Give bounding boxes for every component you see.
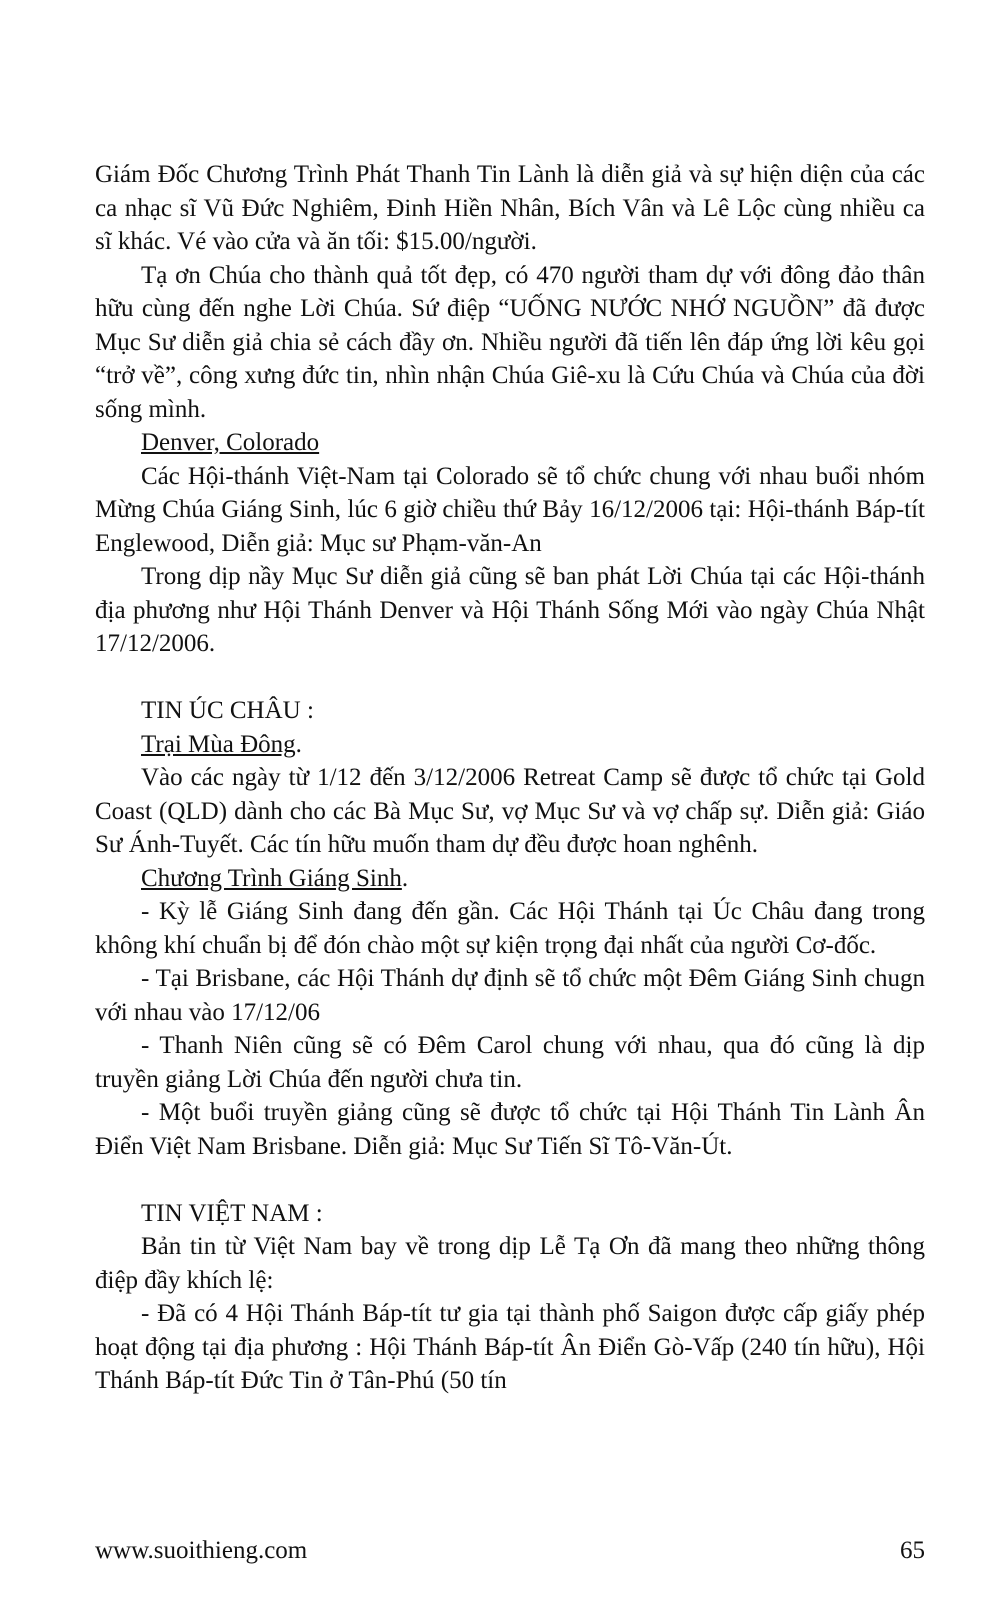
christmas-item-2: - Tại Brisbane, các Hội Thánh dự định sẽ tổ chức một Đêm Giáng Sinh chugn với nhau vào 17/12/06 bbox=[95, 965, 925, 1026]
winter-camp-subheading: Trại Mùa Đông. bbox=[141, 730, 302, 758]
christmas-program-subheading-text: Chương Trình Giáng Sinh bbox=[141, 864, 402, 892]
christmas-item-1: - Kỳ lễ Giáng Sinh đang đến gần. Các Hội Thánh tại Úc Châu đang trong không khí chuẩn bị để đón chào một sự kiện trọng đại nhất của người Cơ-đốc. bbox=[95, 898, 925, 959]
intro-paragraph: Giám Đốc Chương Trình Phát Thanh Tin Lành là diễn giả và sự hiện diện của các ca nhạc sĩ Vũ Đức Nghiêm, Đinh Hiền Nhân, Bích Vân và Lê Lộc cùng nhiều ca sĩ khác. Vé vào cửa và ăn tối: $15.00/người. bbox=[95, 161, 925, 255]
page-number: 65 bbox=[900, 1537, 925, 1564]
christmas-item-4: - Một buổi truyền giảng cũng sẽ được tổ chức tại Hội Thánh Tin Lành Ân Điển Việt Nam Brisbane. Diễn giả: Mục Sư Tiến Sĩ Tô-Văn-Út. bbox=[95, 1099, 925, 1160]
thanks-paragraph: Tạ ơn Chúa cho thành quả tốt đẹp, có 470 người tham dự với đông đảo thân hữu cùng đến nghe Lời Chúa. Sứ điệp “UỐNG NƯỚC NHỚ NGUỒN” đã được Mục Sư diễn giả chia sẻ cách đầy ơn. Nhiều người đã tiến lên đáp ứng lời kêu gọi “trở về”, công xưng đức tin, nhìn nhận Chúa Giê-xu là Cứu Chúa và Chúa của đời sống mình. bbox=[95, 261, 925, 423]
vietnam-paragraph: Bản tin từ Việt Nam bay về trong dịp Lễ Tạ Ơn đã mang theo những thông điệp đầy khích lệ: bbox=[95, 1233, 925, 1294]
denver-subheading bbox=[95, 426, 925, 460]
denver-paragraph-1: Các Hội-thánh Việt-Nam tại Colorado sẽ tổ chức chung với nhau buổi nhóm Mừng Chúa Giáng Sinh, lúc 6 giờ chiều thứ Bảy 16/12/2006 tại: Hội-thánh Báp-tít Englewood, Diễn giả: Mục sư Phạm-văn-An bbox=[95, 462, 925, 557]
winter-camp-subheading-text: Trại Mùa Đông bbox=[141, 730, 296, 758]
denver-subheading-text: Denver, Colorado bbox=[141, 429, 320, 456]
winter-camp-paragraph: Vào các ngày từ 1/12 đến 3/12/2006 Retreat Camp sẽ được tổ chức tại Gold Coast (QLD) dành cho các Bà Mục Sư, vợ Mục Sư và vợ chấp sự. Diễn giả: Giáo Sư Ánh-Tuyết. Các tín hữu muốn tham dự đều được hoan nghênh. bbox=[95, 764, 925, 858]
denver-paragraph-2: Trong dịp nầy Mục Sư diễn giả cũng sẽ ban phát Lời Chúa tại các Hội-thánh địa phương như Hội Thánh Denver và Hội Thánh Sống Mới vào ngày Chúa Nhật 17/12/2006. bbox=[95, 563, 925, 657]
christmas-item-3: - Thanh Niên cũng sẽ có Đêm Carol chung với nhau, qua đó cũng là dịp truyền giảng Lời Chúa đến người chưa tin. bbox=[95, 1032, 925, 1093]
christmas-program-subheading: Chương Trình Giáng Sinh. bbox=[141, 864, 409, 892]
section-spacer bbox=[95, 661, 925, 695]
vietnam-heading: TIN VIỆT NAM : bbox=[141, 1199, 323, 1227]
footer-website[interactable]: www.suoithieng.com bbox=[95, 1537, 308, 1564]
australia-heading: TIN ÚC CHÂU : bbox=[141, 697, 314, 724]
page-body bbox=[95, 158, 925, 1398]
vietnam-item-1: - Đã có 4 Hội Thánh Báp-tít tư gia tại thành phố Saigon được cấp giấy phép hoạt động tại địa phương : Hội Thánh Báp-tít Ân Điển Gò-Vấp (240 tín hữu), Hội Thánh Báp-tít Đức Tin ở Tân-Phú (50 tín bbox=[95, 1300, 925, 1394]
section-spacer bbox=[95, 1163, 925, 1197]
